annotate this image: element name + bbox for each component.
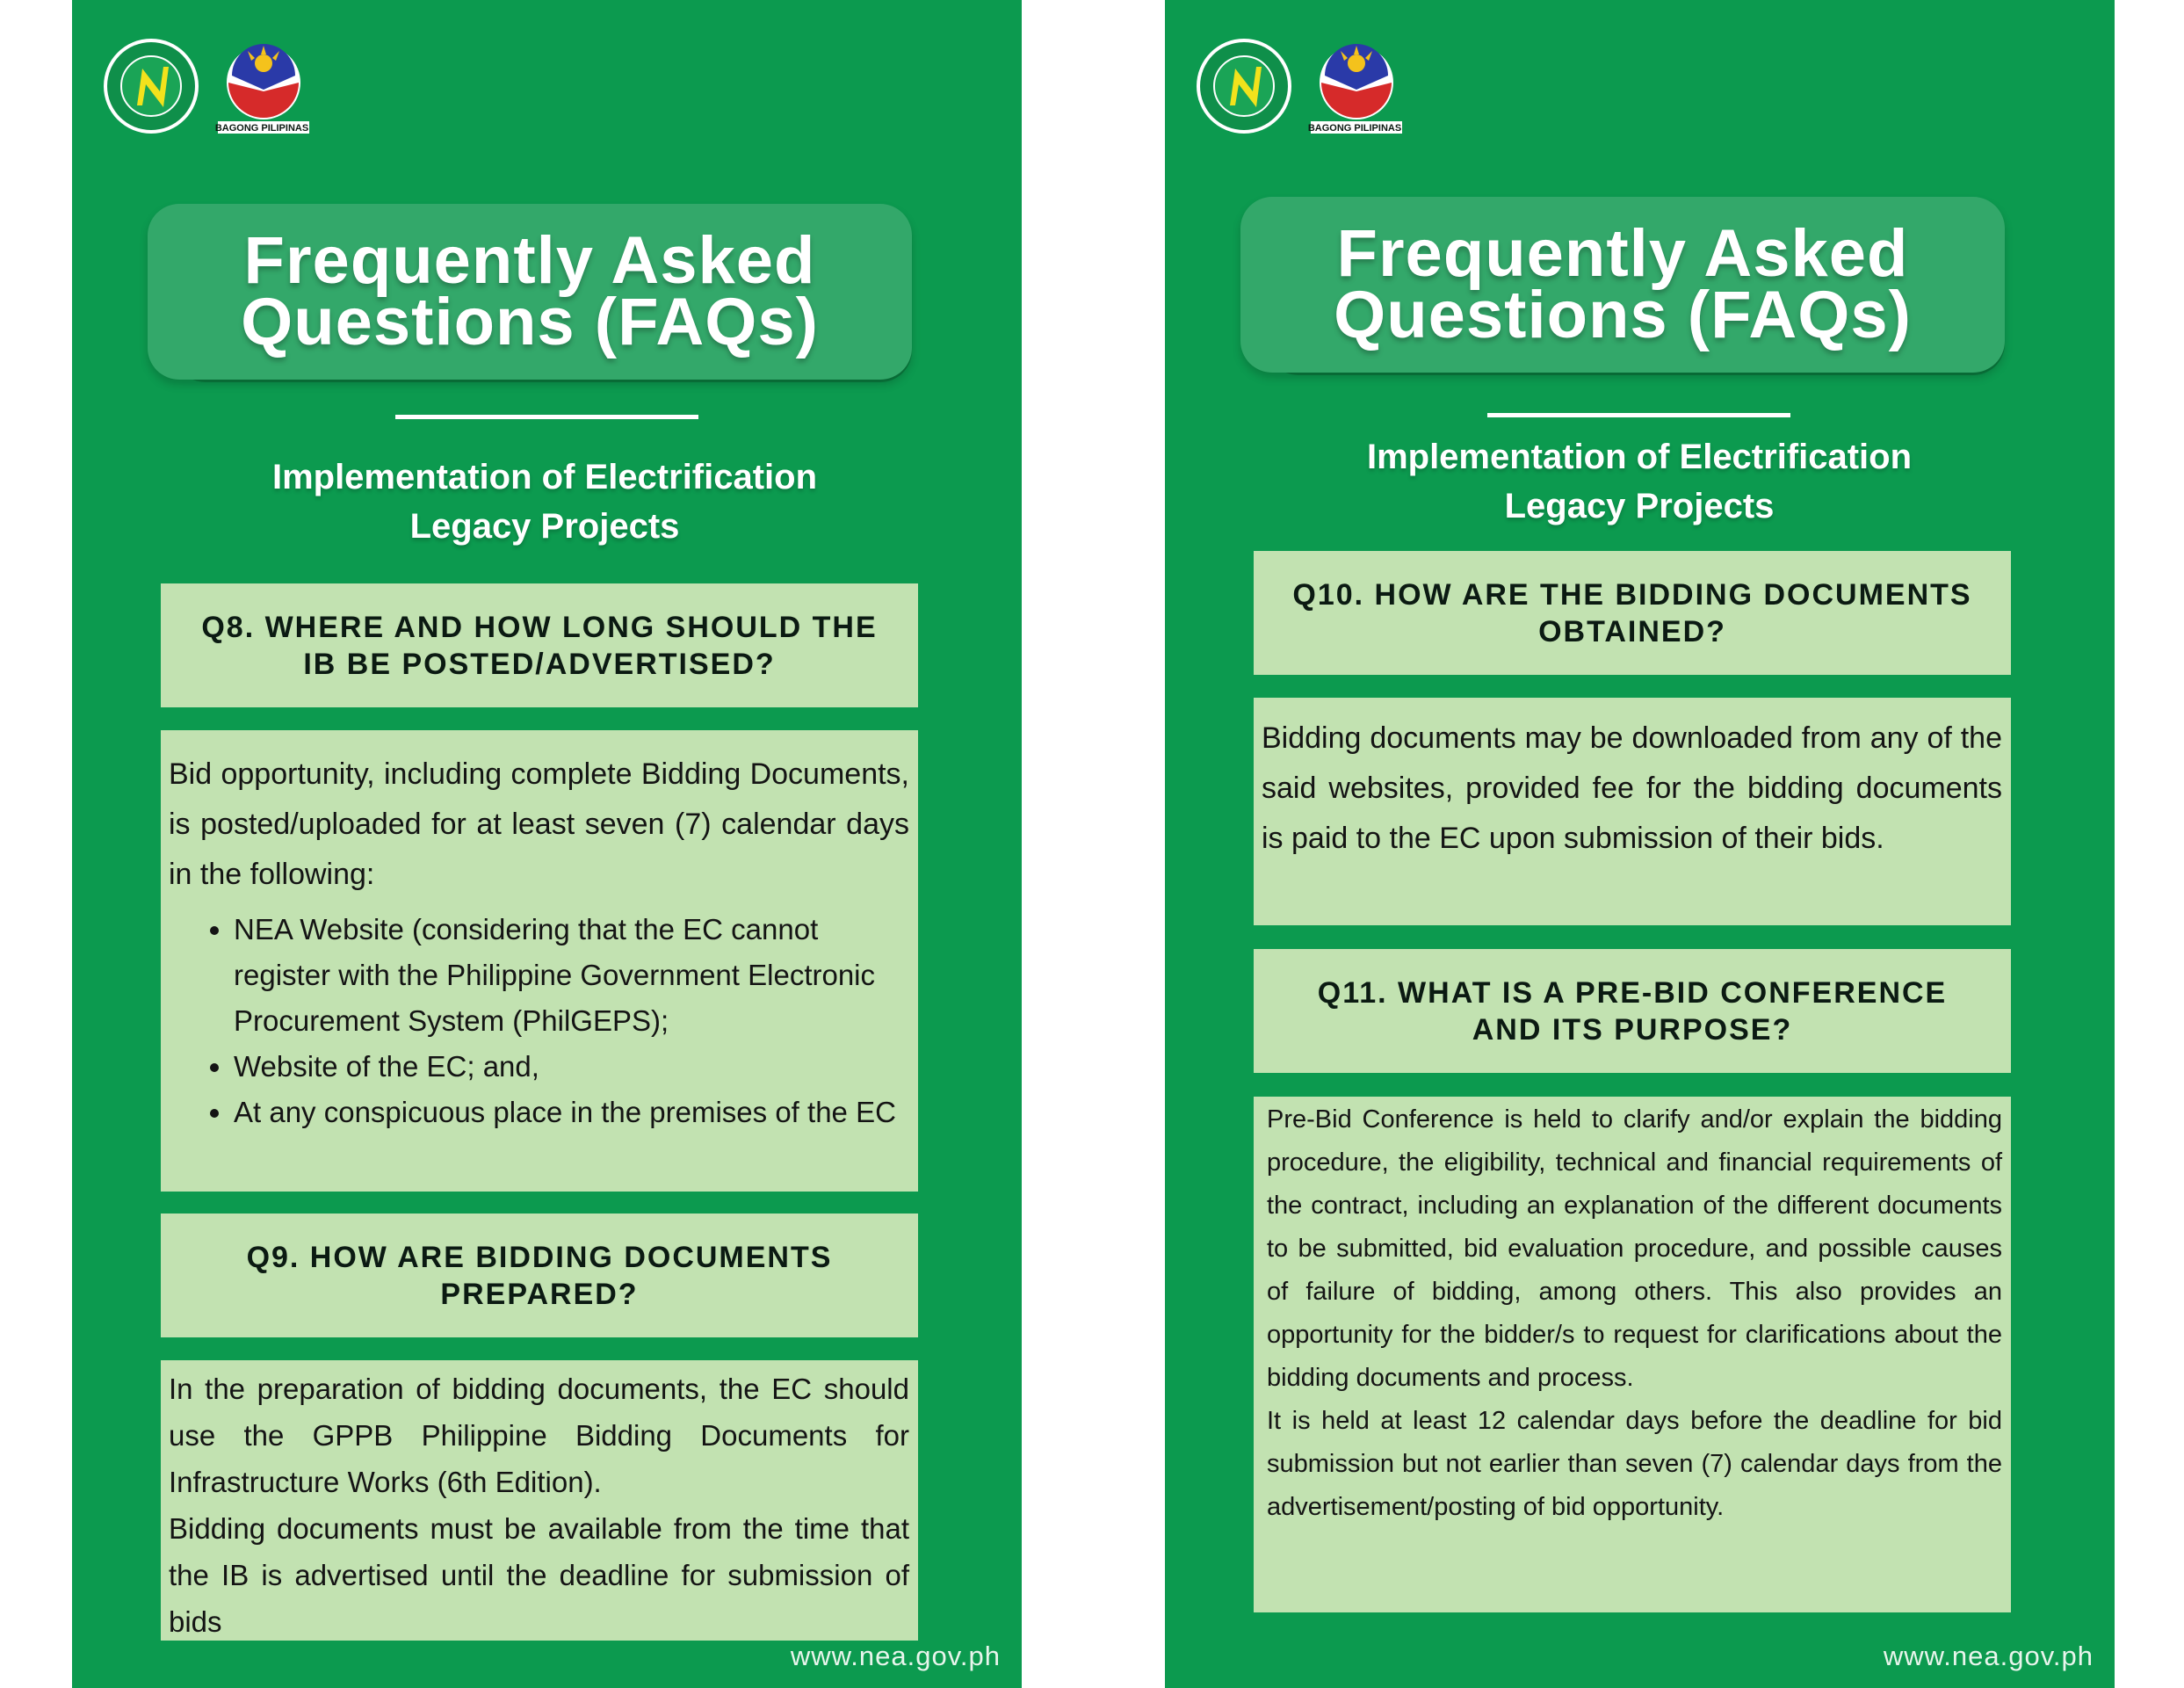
program-logo-caption: BAGONG PILIPINAS [214,123,309,134]
answer-q11-paragraph: Pre-Bid Conference is held to clarify and/or explain the bidding procedure, the eligibility, technical and financial requirements of the contract, including an explanation of the different documents to be submitted, bid evaluation procedure, and possible causes of failure of bidding, among others. This also provides an opportunity for the bidder/s to request for clarifications about the bidding documents and process. [1267,1105,2002,1392]
question-q8 [161,583,918,707]
answer-q10 [1254,698,2011,925]
faq-panel-left [72,0,1022,1688]
title-banner [1240,197,2005,373]
question-q11 [1254,949,2011,1073]
question-q8-text: Q8. WHERE AND HOW LONG SHOULD THE IB BE POSTED/ADVERTISED? [201,610,878,681]
question-q10 [1254,551,2011,675]
question-q10-text: Q10. HOW ARE THE BIDDING DOCUMENTS OBTAINED? [1292,577,1972,648]
subtitle: Implementation of Electrification Legacy Projects [1366,438,1913,525]
page-title: Frequently Asked Questions (FAQs) [241,223,819,359]
logo-group [1195,37,1406,138]
answer-q10-text: Bidding documents may be downloaded from any of the said websites, provided fee for the bidding documents is paid to the EC upon submission of their bids. [1262,721,2002,855]
answer-q9 [161,1360,918,1641]
question-q9-text: Q9. HOW ARE BIDDING DOCUMENTS PREPARED? [246,1240,833,1311]
program-logo-caption: BAGONG PILIPINAS [1307,123,1402,134]
answer-q8-intro: Bid opportunity, including complete Bidding Documents, is posted/uploaded for at least seven (7) calendar days in the following: [169,757,909,891]
list-item: • Website of the EC; and, [234,1044,909,1090]
nea-seal-logo-icon [102,37,200,135]
list-item: • At any conspicuous place in the premises of the EC [234,1090,909,1135]
answer-q8-list [169,907,909,1135]
answer-q8 [161,730,918,1192]
question-q9 [161,1213,918,1337]
logo-group [102,37,313,138]
question-q11-text: Q11. WHAT IS A PRE-BID CONFERENCE AND ITS PURPOSE? [1317,975,1948,1047]
website-url: www.nea.gov.ph [790,1641,1001,1671]
faq-panel-right [1165,0,2115,1688]
answer-q9-paragraph: In the preparation of bidding documents, the EC should use the GPPB Philippine Bidding Documents for Infrastructure Works (6th Edition). [169,1373,909,1498]
title-divider [395,415,698,419]
title-divider [1487,413,1790,417]
subtitle: Implementation of Electrification Legacy Projects [271,458,818,546]
answer-q11 [1254,1097,2011,1612]
nea-seal-logo-icon [1195,37,1293,135]
page-title: Frequently Asked Questions (FAQs) [1334,216,1912,352]
answer-q9-paragraph: Bidding documents must be available from the time that the IB is advertised until the deadline for submission of bids [169,1512,909,1638]
title-banner [148,204,912,380]
list-item: • NEA Website (considering that the EC cannot register with the Philippine Government Electronic Procurement System (PhilGEPS); [234,907,909,1044]
website-url: www.nea.gov.ph [1883,1641,2094,1671]
answer-q11-paragraph: It is held at least 12 calendar days before the deadline for bid submission but not earlier than seven (7) calendar days from the advertisement/posting of bid opportunity. [1267,1407,2002,1521]
